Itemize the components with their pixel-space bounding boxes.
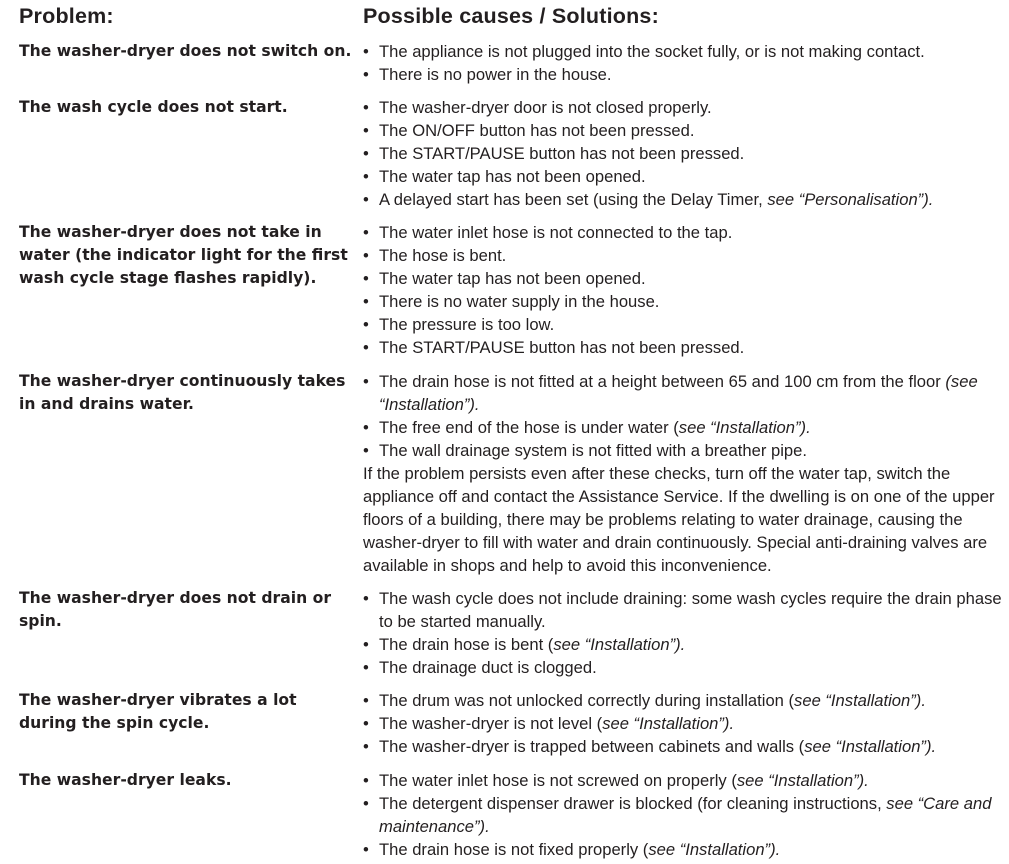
- solution-text: [379, 370, 1003, 416]
- cross-reference: see “Installation”).: [602, 714, 735, 733]
- solution-text: [379, 769, 1003, 792]
- bullet-icon: •: [363, 418, 369, 437]
- cross-reference: see “Installation”).: [553, 635, 686, 654]
- cross-reference: see “Installation”).: [648, 840, 781, 859]
- solution-text: [379, 735, 1003, 758]
- solution-main-text: The drum was not unlocked correctly during installation (: [379, 691, 795, 710]
- solution-item: [363, 792, 1003, 838]
- bullet-icon: •: [363, 737, 369, 756]
- solution-main-text: The wash cycle does not include draining: some wash cycles require the drain phase to be started manually.: [379, 589, 1002, 631]
- solution-main-text: A delayed start has been set (using the Delay Timer,: [379, 190, 768, 209]
- solutions-column-header: Possible causes / Solutions:: [363, 4, 659, 28]
- solution-item: [363, 119, 1003, 142]
- solution-item: [363, 165, 1003, 188]
- solution-main-text: The washer-dryer is not level (: [379, 714, 603, 733]
- solution-main-text: The START/PAUSE button has not been pressed.: [379, 338, 745, 357]
- solution-item: [363, 656, 1003, 679]
- solution-item: [363, 188, 1003, 211]
- solution-main-text: The pressure is too low.: [379, 315, 555, 334]
- solution-item: [363, 290, 1003, 313]
- solution-text: [379, 267, 1003, 290]
- problem-text: The washer-dryer does not switch on.: [19, 42, 352, 60]
- bullet-icon: •: [363, 246, 369, 265]
- solution-text: [379, 313, 1003, 336]
- bullet-icon: •: [363, 190, 369, 209]
- solution-text: [379, 416, 1003, 439]
- solution-main-text: The wall drainage system is not fitted with a breather pipe.: [379, 441, 807, 460]
- solution-item: [363, 96, 1003, 119]
- cross-reference: see “Personalisation”).: [767, 190, 934, 209]
- bullet-icon: •: [363, 658, 369, 677]
- bullet-icon: •: [363, 794, 369, 813]
- solution-main-text: The water inlet hose is not screwed on properly (: [379, 771, 737, 790]
- problem-text: The washer-dryer continuously takes in and drains water.: [19, 372, 346, 413]
- solution-item: [363, 336, 1003, 359]
- bullet-icon: •: [363, 635, 369, 654]
- bullet-icon: •: [363, 691, 369, 710]
- bullet-icon: •: [363, 98, 369, 117]
- solution-list: [363, 40, 1003, 86]
- bullet-icon: •: [363, 144, 369, 163]
- solution-main-text: The drain hose is not fitted at a height between 65 and 100 cm from the floor: [379, 372, 946, 391]
- bullet-icon: •: [363, 121, 369, 140]
- solution-item: [363, 142, 1003, 165]
- solution-main-text: The drain hose is bent (: [379, 635, 554, 654]
- cross-reference: see “Installation”).: [678, 418, 811, 437]
- bullet-icon: •: [363, 338, 369, 357]
- solution-main-text: The free end of the hose is under water (: [379, 418, 679, 437]
- solution-main-text: The washer-dryer is trapped between cabinets and walls (: [379, 737, 805, 756]
- solution-text: [379, 792, 1003, 838]
- cross-reference: see “Installation”).: [804, 737, 937, 756]
- solution-text: [379, 40, 1003, 63]
- solution-main-text: There is no water supply in the house.: [379, 292, 660, 311]
- solution-item: [363, 221, 1003, 244]
- solution-main-text: The drain hose is not fixed properly (: [379, 840, 649, 859]
- bullet-icon: •: [363, 441, 369, 460]
- solution-item: [363, 63, 1003, 86]
- solution-item: [363, 267, 1003, 290]
- solution-list: [363, 587, 1003, 679]
- solution-main-text: The washer-dryer door is not closed properly.: [379, 98, 712, 117]
- solution-main-text: The water tap has not been opened.: [379, 167, 646, 186]
- cross-reference: see “Care and maintenance”).: [379, 794, 992, 836]
- bullet-icon: •: [363, 589, 369, 608]
- bullet-icon: •: [363, 65, 369, 84]
- solution-list: [363, 370, 1003, 577]
- bullet-icon: •: [363, 42, 369, 61]
- solution-text: [379, 290, 1003, 313]
- solution-item: [363, 587, 1003, 633]
- solution-item: [363, 735, 1003, 758]
- bullet-icon: •: [363, 269, 369, 288]
- solution-text: [379, 142, 1003, 165]
- solution-item: [363, 689, 1003, 712]
- solution-main-text: The hose is bent.: [379, 246, 507, 265]
- solution-text: [379, 439, 1003, 462]
- solution-item: [363, 40, 1003, 63]
- solution-item: [363, 633, 1003, 656]
- bullet-icon: •: [363, 771, 369, 790]
- solution-text: [379, 119, 1003, 142]
- solution-text: [379, 244, 1003, 267]
- solution-item: [363, 244, 1003, 267]
- solution-text: [379, 96, 1003, 119]
- solution-text: [379, 633, 1003, 656]
- problem-column-header: Problem:: [19, 4, 114, 28]
- solution-main-text: The drainage duct is clogged.: [379, 658, 597, 677]
- solution-main-text: The START/PAUSE button has not been pressed.: [379, 144, 745, 163]
- cross-reference: see “Installation”).: [736, 771, 869, 790]
- solution-text: [379, 689, 1003, 712]
- solution-item: [363, 313, 1003, 336]
- solution-main-text: The detergent dispenser drawer is blocked (for cleaning instructions,: [379, 794, 887, 813]
- problem-text: The washer-dryer vibrates a lot during the spin cycle.: [19, 691, 297, 732]
- solution-item: [363, 370, 1003, 416]
- solution-text: [379, 587, 1003, 633]
- solution-item: [363, 712, 1003, 735]
- solution-text: [379, 188, 1003, 211]
- solution-text: [379, 165, 1003, 188]
- problem-text: The washer-dryer does not take in water (the indicator light for the first wash cycle stage flashes rapidly).: [19, 223, 348, 287]
- solution-note: If the problem persists even after these checks, turn off the water tap, switch the appliance off and contact the Assistance Service. If the dwelling is on one of the upper floors of a building, there may be problems relating to water drainage, causing the washer-dryer to fill with water and drain continuously. Special anti-draining valves are available in shops and help to avoid this inconvenience.: [363, 464, 995, 575]
- solution-item: [363, 439, 1003, 462]
- solution-item: [363, 769, 1003, 792]
- cross-reference: (see “Installation”).: [379, 372, 978, 414]
- solution-text: [379, 838, 1003, 861]
- solution-text: [379, 712, 1003, 735]
- solution-list: [363, 221, 1003, 359]
- problem-text: The wash cycle does not start.: [19, 98, 288, 116]
- bullet-icon: •: [363, 840, 369, 859]
- solution-text: [379, 63, 1003, 86]
- solution-main-text: The appliance is not plugged into the socket fully, or is not making contact.: [379, 42, 925, 61]
- solution-item: [363, 416, 1003, 439]
- solution-list: [363, 769, 1003, 861]
- solution-text: [379, 221, 1003, 244]
- solution-list: [363, 96, 1003, 211]
- bullet-icon: •: [363, 167, 369, 186]
- cross-reference: see “Installation”).: [794, 691, 926, 710]
- solution-list: [363, 689, 1003, 758]
- bullet-icon: •: [363, 714, 369, 733]
- bullet-icon: •: [363, 223, 369, 242]
- solution-main-text: There is no power in the house.: [379, 65, 612, 84]
- solution-main-text: The water inlet hose is not connected to the tap.: [379, 223, 733, 242]
- bullet-icon: •: [363, 292, 369, 311]
- solution-text: [379, 336, 1003, 359]
- solution-main-text: The water tap has not been opened.: [379, 269, 646, 288]
- bullet-icon: •: [363, 372, 369, 391]
- solution-text: [379, 656, 1003, 679]
- problem-text: The washer-dryer leaks.: [19, 771, 232, 789]
- bullet-icon: •: [363, 315, 369, 334]
- solution-item: [363, 838, 1003, 861]
- problem-text: The washer-dryer does not drain or spin.: [19, 589, 332, 630]
- solution-main-text: The ON/OFF button has not been pressed.: [379, 121, 695, 140]
